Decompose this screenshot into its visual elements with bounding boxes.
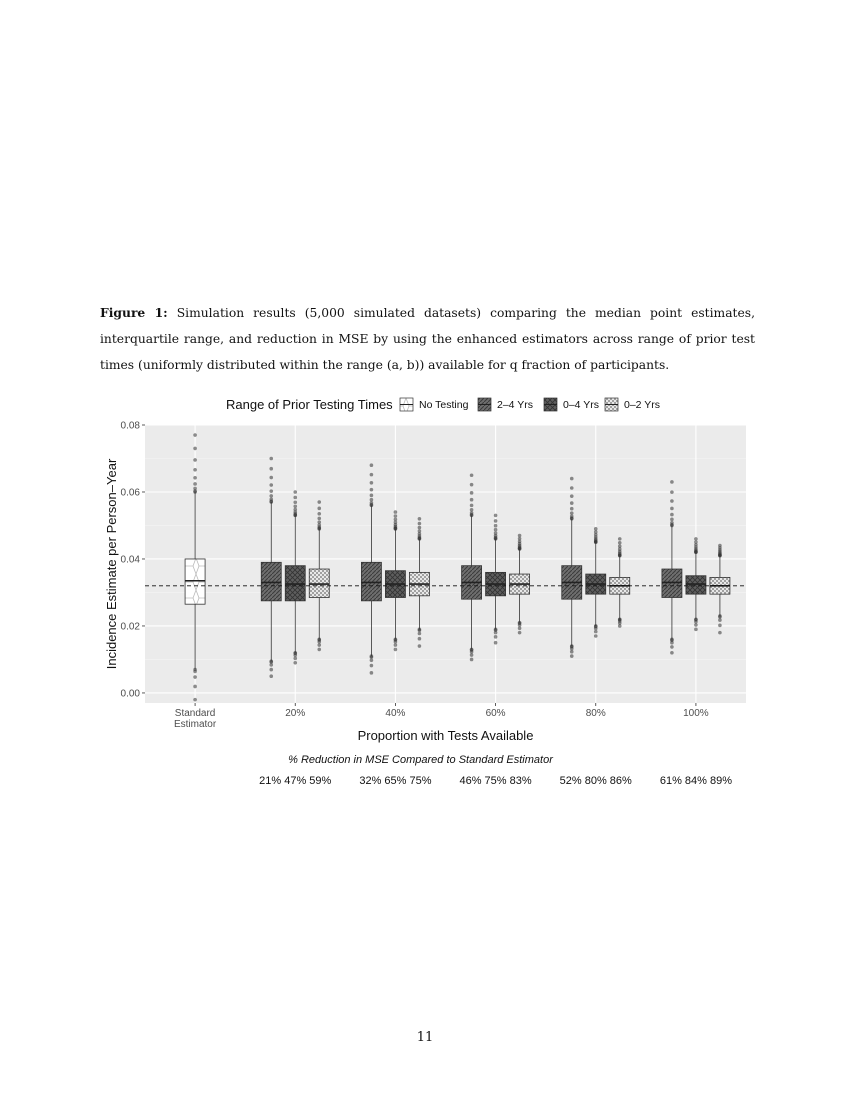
y-tick-label: 0.08 (120, 420, 140, 432)
x-tick-label: 60% (485, 708, 506, 719)
x-tick-label: Estimator (173, 719, 217, 730)
x-tick-label: 80% (585, 708, 606, 719)
mse-reduction-values: 32% 65% 75% (359, 775, 432, 787)
boxplot-figure (0, 390, 850, 800)
y-tick-label: 0.04 (120, 554, 140, 566)
figure-caption-text: Simulation results (5,000 simulated datasets) comparing the median point estimates, interquartile range, and reduction in MSE by using the enhanced estimators across range of prior test times (uniformly distributed within the range (a, b)) available for q fraction of participants. (100, 306, 755, 372)
x-axis-title: Proportion with Tests Available (357, 728, 534, 743)
mse-reduction-values: 21% 47% 59% (259, 775, 332, 787)
legend-title: Range of Prior Testing Times (226, 397, 393, 412)
y-axis-title: Incidence Estimate per Person–Year (104, 458, 119, 670)
x-tick-label: 100% (683, 708, 709, 719)
svg-text:0–2 Yrs: 0–2 Yrs (624, 399, 660, 411)
svg-text:No Testing: No Testing (419, 399, 469, 411)
x-tick-label: Standard (174, 708, 216, 719)
svg-text:2–4 Yrs: 2–4 Yrs (497, 399, 533, 411)
legend-item (400, 398, 469, 411)
panel-background (145, 425, 746, 703)
mse-annotation (259, 754, 732, 787)
mse-reduction-values: 52% 80% 86% (559, 775, 632, 787)
mse-reduction-values: 46% 75% 83% (459, 775, 532, 787)
plot-panel (145, 425, 746, 703)
x-tick-label: 40% (385, 708, 406, 719)
y-tick-label: 0.00 (120, 688, 140, 700)
boxplot-chart (0, 390, 850, 800)
mse-reduction-values: 61% 84% 89% (659, 775, 733, 787)
page-number: 11 (416, 1030, 434, 1045)
x-tick-label: 20% (285, 708, 306, 719)
svg-text:0–4 Yrs: 0–4 Yrs (563, 399, 599, 411)
figure-label: Figure 1: (100, 305, 168, 320)
chart-legend (226, 397, 660, 412)
legend-item (605, 398, 660, 411)
legend-item (478, 398, 533, 411)
y-tick-label: 0.02 (120, 621, 140, 633)
legend-item (544, 398, 599, 411)
mse-annotation-title: % Reduction in MSE Compared to Standard Estimator (288, 754, 553, 766)
y-tick-label: 0.06 (120, 487, 140, 499)
figure-caption (100, 300, 755, 378)
